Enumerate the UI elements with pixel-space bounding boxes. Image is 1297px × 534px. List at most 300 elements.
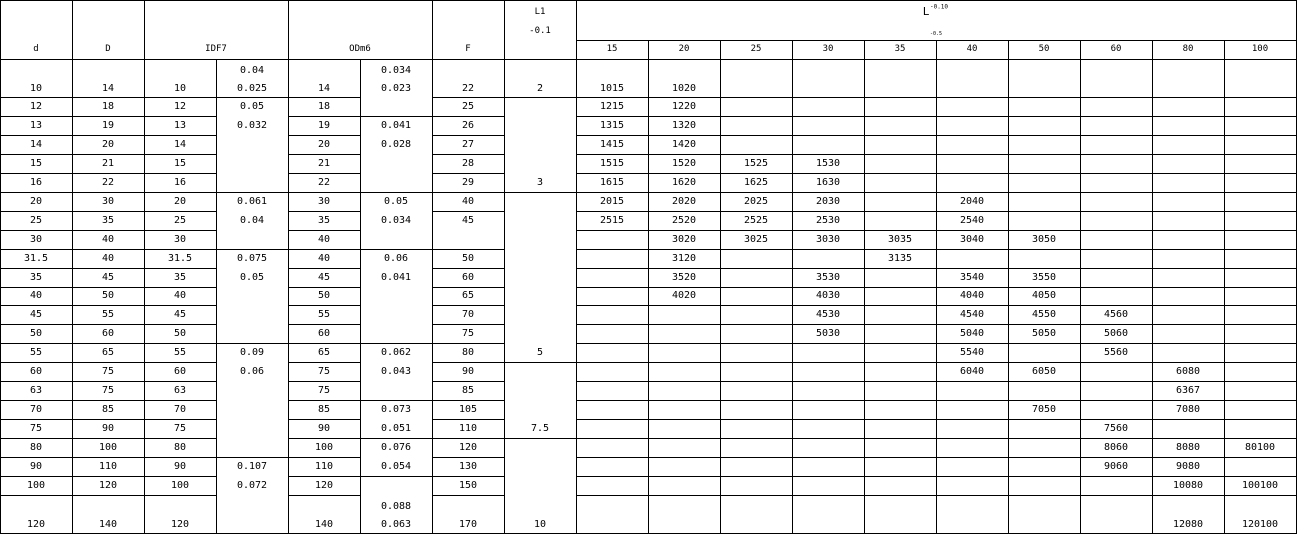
cell-d: 10 [29,83,43,94]
cell-code: 9060 [1103,460,1129,472]
header-length-35: 35 [894,44,906,54]
idf7-tolerance-upper: 0.107 [236,460,268,472]
row-divider [288,457,360,458]
cell-code: 3120 [671,252,697,264]
row-divider [576,324,1296,325]
cell-d: 100 [26,479,46,491]
cell-d: 25 [29,214,43,226]
row-divider [288,438,360,439]
column-divider [864,0,865,534]
cell-d: 14 [29,138,43,150]
cell-idf7: 31.5 [167,252,193,264]
idf7-tolerance-lower: 0.072 [236,479,268,491]
row-divider [288,476,360,477]
column-divider [1080,0,1081,534]
header-length-40: 40 [966,44,978,54]
row-divider [0,438,216,439]
column-divider [504,0,505,534]
cell-code: 4560 [1103,308,1129,320]
cell-odm6: 45 [317,271,331,283]
row-divider [576,211,1296,212]
row-divider [288,249,360,250]
odm6-tolerance-upper: 0.088 [380,501,412,512]
row-divider [288,173,360,174]
row-divider [576,268,1296,269]
row-divider [576,362,1296,363]
cell-D: 55 [101,308,115,320]
cell-D: 75 [101,384,115,396]
cell-F: 150 [458,479,478,491]
cell-idf7: 80 [173,441,187,453]
header-L1: L1 [534,7,546,17]
row-divider [288,154,360,155]
cell-code: 6040 [959,365,985,377]
cell-code: 1515 [599,157,625,169]
idf7-tolerance-upper: 0.05 [239,100,265,112]
row-divider [504,362,576,363]
cell-idf7: 15 [173,157,187,169]
cell-idf7: 13 [173,119,187,131]
row-divider [216,343,288,344]
row-divider [0,192,216,193]
cell-code: 8080 [1175,441,1201,453]
row-divider [360,476,432,477]
cell-idf7: 20 [173,195,187,207]
row-divider [576,173,1296,174]
cell-code: 7560 [1103,422,1129,434]
cell-F: 28 [461,157,475,169]
odm6-tolerance-lower: 0.043 [380,365,412,377]
row-divider [288,135,360,136]
row-divider [432,192,504,193]
cell-d: 15 [29,157,43,169]
row-divider [288,419,360,420]
row-divider [0,173,216,174]
column-divider [576,0,577,534]
row-divider [288,230,360,231]
cell-odm6: 18 [317,100,331,112]
cell-odm6: 30 [317,195,331,207]
cell-d: 120 [26,519,46,530]
cell-idf7: 14 [173,138,187,150]
idf7-tolerance-lower: 0.06 [239,365,265,377]
row-divider [0,305,216,306]
odm6-tolerance-upper: 0.034 [380,65,412,76]
cell-d: 63 [29,384,43,396]
column-divider [1152,0,1153,534]
header-length-25: 25 [750,44,762,54]
row-divider [216,97,288,98]
cell-code: 3035 [887,233,913,245]
header-idf7: IDF7 [205,44,227,54]
cell-D: 75 [101,365,115,377]
row-divider [576,249,1296,250]
cell-code: 5540 [959,346,985,358]
row-divider [0,154,216,155]
cell-d: 45 [29,308,43,320]
row-divider [216,249,288,250]
cell-code: 1015 [599,83,625,94]
cell-odm6: 110 [314,460,334,472]
cell-code: 2040 [959,195,985,207]
cell-D: 18 [101,100,115,112]
cell-F: 40 [461,195,475,207]
cell-d: 40 [29,290,43,301]
row-divider [432,173,504,174]
cell-idf7: 45 [173,308,187,320]
cell-odm6: 85 [317,403,331,415]
cell-code: 1520 [671,157,697,169]
cell-code: 1620 [671,176,697,188]
cell-odm6: 90 [317,422,331,434]
cell-idf7: 63 [173,384,187,396]
cell-d: 35 [29,271,43,283]
cell-idf7: 50 [173,327,187,339]
row-divider [216,457,288,458]
cell-idf7: 16 [173,176,187,188]
row-divider [432,438,504,439]
row-divider [0,287,216,288]
cell-code: 4550 [1031,308,1057,320]
cell-D: 120 [98,479,118,491]
cell-idf7: 25 [173,214,187,226]
cell-odm6: 75 [317,365,331,377]
column-divider-odm6-tol [360,59,361,534]
cell-idf7: 40 [173,290,187,301]
cell-code: 2540 [959,214,985,226]
cell-code: 100100 [1241,479,1279,491]
cell-code: 5560 [1103,346,1129,358]
cell-L1: 7.5 [530,422,550,434]
cell-D: 40 [101,252,115,264]
cell-code: 1615 [599,176,625,188]
header-length-20: 20 [678,44,690,54]
idf7-tolerance-lower: 0.025 [236,83,268,94]
row-divider [432,135,504,136]
cell-D: 60 [101,327,115,339]
column-divider [432,0,433,534]
row-divider [288,116,360,117]
cell-code: 3540 [959,271,985,283]
cell-code: 6367 [1175,384,1201,396]
cell-F: 27 [461,138,475,150]
row-divider [0,230,216,231]
cell-code: 7080 [1175,403,1201,415]
header-length-50: 50 [1038,44,1050,54]
cell-idf7: 70 [173,403,187,415]
cell-code: 3550 [1031,271,1057,283]
row-divider [360,192,432,193]
cell-odm6: 55 [317,308,331,320]
cell-F: 65 [461,290,475,301]
table-border-left [0,0,1,534]
odm6-tolerance-upper: 0.073 [380,403,412,415]
odm6-tolerance-upper: 0.06 [383,252,409,264]
cell-code: 80100 [1244,441,1276,453]
odm6-tolerance-lower: 0.041 [380,271,412,283]
cell-d: 20 [29,195,43,207]
cell-d: 30 [29,233,43,245]
cell-idf7: 60 [173,365,187,377]
odm6-tolerance-lower: 0.063 [380,519,412,530]
header-D: D [105,44,111,54]
row-divider [360,400,432,401]
cell-code: 1420 [671,138,697,150]
idf7-tolerance-upper: 0.061 [236,195,268,207]
cell-idf7: 30 [173,233,187,245]
header-L1-tolerance: -0.1 [529,26,551,36]
row-divider [432,116,504,117]
cell-D: 90 [101,422,115,434]
row-divider [0,211,216,212]
column-divider [72,0,73,534]
row-divider [576,419,1296,420]
idf7-tolerance-lower: 0.032 [236,119,268,131]
cell-F: 70 [461,308,475,320]
header-F: F [465,44,471,54]
cell-odm6: 20 [317,138,331,150]
cell-d: 16 [29,176,43,188]
cell-odm6: 100 [314,441,334,453]
cell-L1: 10 [533,519,547,530]
column-divider-idf7-tol [216,59,217,534]
odm6-tolerance-lower: 0.028 [380,138,412,150]
row-divider [432,97,504,98]
cell-odm6: 35 [317,214,331,226]
row-divider [432,381,504,382]
header-length-15: 15 [606,44,618,54]
cell-D: 140 [98,519,118,530]
cell-code: 3135 [887,252,913,264]
row-divider [0,249,216,250]
cell-code: 3520 [671,271,697,283]
cell-d: 50 [29,327,43,339]
cell-code: 4030 [815,290,841,301]
cell-F: 60 [461,271,475,283]
row-divider [0,419,216,420]
column-divider [144,0,145,534]
cell-d: 31.5 [23,252,49,264]
row-divider [576,495,1296,496]
row-divider [432,457,504,458]
cell-D: 30 [101,195,115,207]
row-divider [0,116,216,117]
cell-d: 90 [29,460,43,472]
cell-code: 3030 [815,233,841,245]
idf7-tolerance-upper: 0.075 [236,252,268,264]
cell-F: 29 [461,176,475,188]
cell-F: 110 [458,422,478,434]
row-divider [576,438,1296,439]
header-L: L [922,5,930,18]
cell-d: 55 [29,346,43,358]
header-d: d [33,44,39,54]
row-divider [576,400,1296,401]
cell-odm6: 14 [317,83,331,94]
cell-code: 1530 [815,157,841,169]
cell-odm6: 50 [317,290,331,301]
cell-code: 2530 [815,214,841,226]
row-divider [432,362,504,363]
cell-L1: 2 [536,83,544,94]
cell-odm6: 140 [314,519,334,530]
column-divider [648,0,649,534]
cell-code: 10080 [1172,479,1204,491]
cell-code: 3040 [959,233,985,245]
row-divider [576,343,1296,344]
cell-code: 1625 [743,176,769,188]
cell-D: 14 [101,83,115,94]
column-divider [936,0,937,534]
cell-odm6: 40 [317,233,331,245]
header-L-tol-lower: -0.5 [929,31,943,37]
header-L-tol-upper: -0.10 [929,3,949,11]
odm6-tolerance-upper: 0.062 [380,346,412,358]
row-divider [432,305,504,306]
row-divider [432,419,504,420]
cell-code: 2020 [671,195,697,207]
cell-F: 75 [461,327,475,339]
cell-odm6: 75 [317,384,331,396]
header-length-100: 100 [1251,44,1269,54]
cell-odm6: 60 [317,327,331,339]
row-divider [576,381,1296,382]
row-divider [576,97,1296,98]
cell-code: 1525 [743,157,769,169]
row-divider [288,287,360,288]
row-divider [288,305,360,306]
cell-code: 2015 [599,195,625,207]
odm6-tolerance-lower: 0.051 [380,422,412,434]
row-divider [360,116,432,117]
cell-code: 5050 [1031,327,1057,339]
cell-idf7: 35 [173,271,187,283]
cell-F: 85 [461,384,475,396]
cell-code: 3020 [671,233,697,245]
cell-idf7: 12 [173,100,187,112]
column-divider [720,0,721,534]
column-divider [792,0,793,534]
row-divider [576,476,1296,477]
cell-odm6: 65 [317,346,331,358]
row-divider [288,381,360,382]
cell-F: 80 [461,346,475,358]
cell-F: 90 [461,365,475,377]
cell-F: 50 [461,252,475,264]
odm6-tolerance-upper: 0.076 [380,441,412,453]
cell-D: 50 [101,290,115,301]
header-odm6: ODm6 [349,44,371,54]
cell-idf7: 120 [170,519,190,530]
row-divider [576,457,1296,458]
row-divider [504,97,576,98]
row-divider [288,343,360,344]
row-divider [216,192,288,193]
cell-d: 75 [29,422,43,434]
cell-code: 1630 [815,176,841,188]
row-divider [576,154,1296,155]
row-divider [432,400,504,401]
row-divider [288,324,360,325]
row-divider [432,211,504,212]
cell-code: 7050 [1031,403,1057,415]
odm6-tolerance-upper: 0.05 [383,195,409,207]
cell-D: 22 [101,176,115,188]
cell-D: 19 [101,119,115,131]
row-divider [576,287,1296,288]
cell-odm6: 21 [317,157,331,169]
row-divider [0,476,216,477]
idf7-tolerance-upper: 0.09 [239,346,265,358]
cell-code: 6080 [1175,365,1201,377]
cell-code: 1415 [599,138,625,150]
row-divider [432,343,504,344]
cell-idf7: 75 [173,422,187,434]
cell-D: 35 [101,214,115,226]
cell-code: 4020 [671,290,697,301]
cell-L1: 5 [536,346,544,358]
row-divider [288,400,360,401]
cell-F: 130 [458,460,478,472]
odm6-tolerance-upper: 0.041 [380,119,412,131]
cell-L1: 3 [536,176,544,188]
cell-code: 4050 [1031,290,1057,301]
cell-code: 9080 [1175,460,1201,472]
row-divider [288,362,360,363]
cell-odm6: 40 [317,252,331,264]
cell-odm6: 22 [317,176,331,188]
row-divider [288,211,360,212]
row-divider [432,324,504,325]
cell-code: 2520 [671,214,697,226]
cell-D: 21 [101,157,115,169]
row-divider [0,381,216,382]
cell-D: 40 [101,233,115,245]
row-divider [0,400,216,401]
cell-F: 45 [461,214,475,226]
cell-D: 100 [98,441,118,453]
row-divider [288,97,360,98]
cell-code: 3530 [815,271,841,283]
cell-code: 1020 [671,83,697,94]
cell-F: 26 [461,119,475,131]
cell-code: 5040 [959,327,985,339]
row-divider [504,438,576,439]
column-divider [288,0,289,534]
column-divider [1224,0,1225,534]
cell-d: 60 [29,365,43,377]
cell-code: 1220 [671,100,697,112]
row-divider [0,135,216,136]
cell-odm6: 120 [314,479,334,491]
cell-idf7: 10 [173,83,187,94]
row-divider [360,249,432,250]
row-divider [576,116,1296,117]
cell-F: 170 [458,519,478,530]
row-divider [432,476,504,477]
row-divider [0,268,216,269]
cell-code: 8060 [1103,441,1129,453]
cell-code: 2030 [815,195,841,207]
row-divider [0,457,216,458]
cell-code: 3050 [1031,233,1057,245]
row-divider [576,135,1296,136]
header-length-80: 80 [1182,44,1194,54]
row-divider [0,362,216,363]
row-divider [0,495,216,496]
cell-D: 45 [101,271,115,283]
cell-code: 5030 [815,327,841,339]
